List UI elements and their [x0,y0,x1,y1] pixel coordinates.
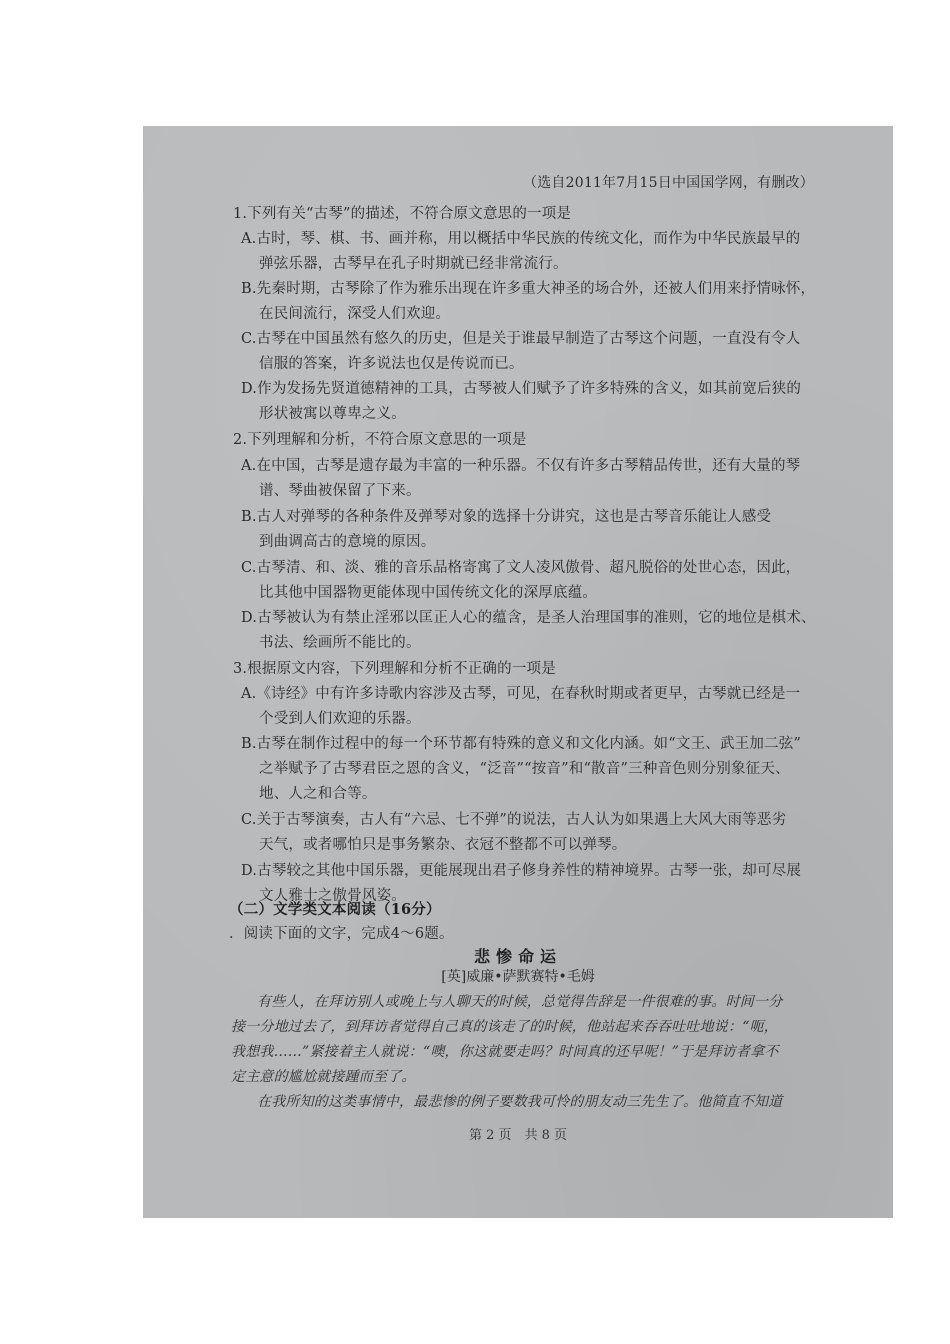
question-2-stem: 2.下列理解和分析，不符合原文意思的一项是 [233,432,527,448]
page-footer: 第 2 页 共 8 页 [468,1128,568,1143]
question-1-option-a-cont: 弹弦乐器，古琴早在孔子时期就已经非常流行。 [259,256,568,272]
question-3-option-a-cont: 个受到人们欢迎的乐器。 [259,711,421,727]
story-paragraph-1-line-2: 接一分地过去了，到拜访者觉得自己真的该走了的时候，他站起来吞吞吐吐地说：“呃， [231,1019,778,1035]
story-paragraph-1-line-3: 我想我……”紧接着主人就说：“噢，你这就要走吗？时间真的还早呢！”于是拜访者拿不 [231,1044,779,1060]
question-1-option-b-cont: 在民间流行，深受人们欢迎。 [259,306,451,322]
question-2-option-c: C.古琴清、和、淡、雅的音乐品格寄寓了文人凌风傲骨、超凡脱俗的处世心态，因此， [241,560,801,576]
source-note: （选自2011年7月15日中国国学网，有删改） [523,175,814,191]
question-1-option-b: B.先秦时期，古琴除了作为雅乐出现在许多重大神圣的场合外，还被人们用来抒情咏怀， [241,281,816,297]
question-3-option-b-cont: 之举赋予了古琴君臣之恩的含义，“泛音”“按音”和“散音”三种音色则分别象征天、 [259,761,790,777]
question-3-option-c: C.关于古琴演奏，古人有“六忌、七不弹”的说法，古人认为如果遇上大风大雨等恶劣 [241,812,787,828]
question-1-option-a: A.古时，琴、棋、书、画并称，用以概括中华民族的传统文化，而作为中华民族最早的 [241,231,801,247]
question-3-option-b-cont2: 地、人之和合等。 [259,786,377,802]
section-instruction: ．阅读下面的文字，完成4～6题。 [229,926,454,942]
question-2-option-d: D.古琴被认为有禁止淫邪以匡正人心的蕴含，是圣人治理国事的准则，它的地位是棋术、 [241,610,816,626]
question-2-option-b-cont: 到曲调高古的意境的原因。 [259,534,436,550]
question-1-option-c: C.古琴在中国虽然有悠久的历史，但是关于谁最早制造了古琴这个问题，一直没有令人 [241,331,801,347]
story-paragraph-1-line-1: 有些人，在拜访别人或晚上与人聊天的时候，总觉得告辞是一件很难的事。时间一分 [257,994,783,1010]
question-2-option-d-cont: 书法、绘画所不能比的。 [259,635,421,651]
story-title: 悲惨命运 [473,947,562,966]
story-paragraph-1-line-4: 定主意的尴尬就接踵而至了。 [231,1069,416,1085]
question-3-option-d: D.古琴较之其他中国乐器，更能展现出君子修身养性的精神境界。古琴一张，却可尽展 [241,863,802,879]
question-3-option-d-cont: 文人雅士之傲骨风姿。 [259,888,406,904]
question-1-stem: 1.下列有关“古琴”的描述，不符合原文意思的一项是 [233,206,572,222]
question-2-option-a: A.在中国，古琴是遗存最为丰富的一种乐器。不仅有许多古琴精品传世，还有大量的琴 [241,458,801,474]
story-author: [英]威廉•萨默赛特•毛姆 [441,969,595,985]
question-2-option-a-cont: 谱、琴曲被保留了下来。 [259,483,421,499]
question-1-option-d-cont: 形状被寓以尊卑之义。 [259,406,406,422]
exam-page [143,126,893,1218]
question-2-option-c-cont: 比其他中国器物更能体现中国传统文化的深厚底蕴。 [259,585,598,601]
question-3-option-a: A.《诗经》中有许多诗歌内容涉及古琴，可见，在春秋时期或者更早，古琴就已经是一 [241,686,801,702]
question-1-option-c-cont: 信服的答案，许多说法也仅是传说而已。 [259,356,524,372]
question-1-option-d: D.作为发扬先贤道德精神的工具，古琴被人们赋予了许多特殊的含义，如其前宽后狭的 [241,381,802,397]
question-3-option-b: B.古琴在制作过程中的每一个环节都有特殊的意义和文化内涵。如“文王、武王加二弦” [241,736,802,752]
question-3-stem: 3.根据原文内容，下列理解和分析不正确的一项是 [233,661,556,677]
story-paragraph-2-line-1: 在我所知的这类事情中，最悲惨的例子要数我可怜的朋友动三先生了。他简直不知道 [257,1094,783,1110]
question-2-option-b: B.古人对弹琴的各种条件及弹琴对象的选择十分讲究，这也是古琴音乐能让人感受 [241,509,772,525]
section-heading: （二）文学类文本阅读（16分） [229,901,441,918]
question-3-option-c-cont: 天气，或者哪怕只是事务繁杂、衣冠不整都不可以弹琴。 [259,837,627,853]
